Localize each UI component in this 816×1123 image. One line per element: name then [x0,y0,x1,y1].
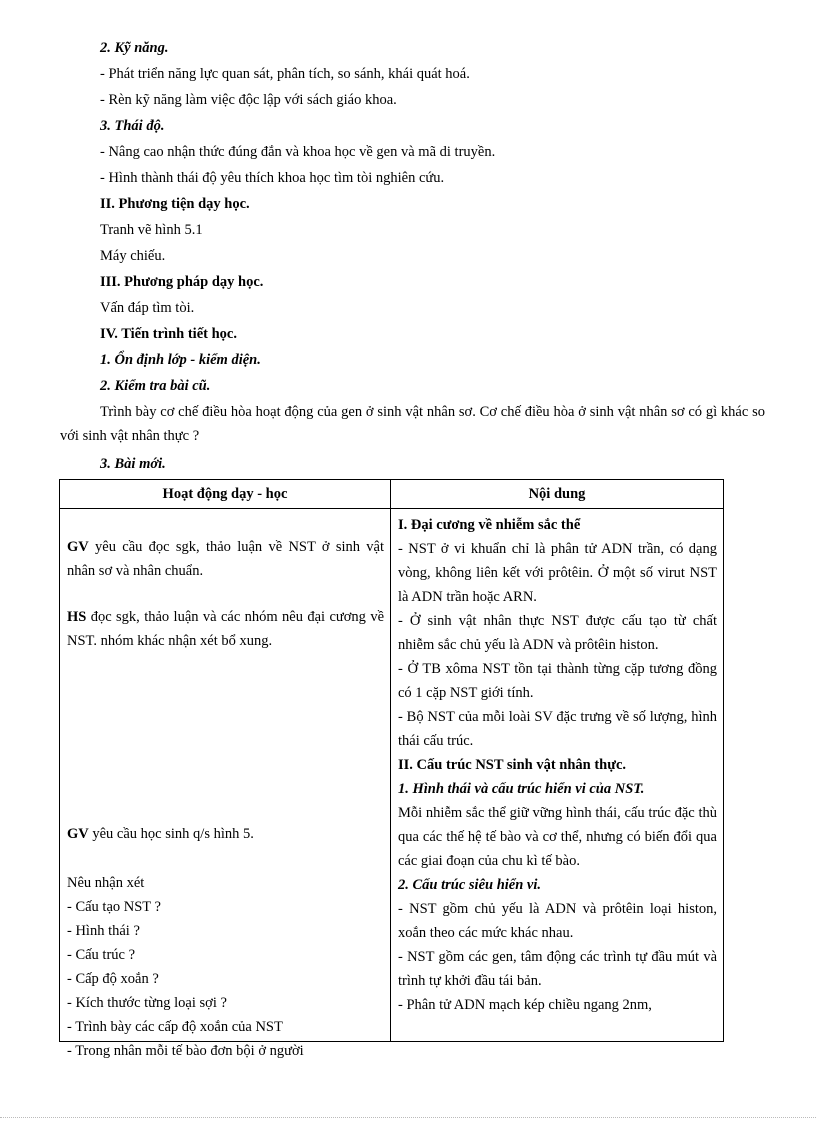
table-row [60,509,724,1042]
list-item: - Trình bày các cấp độ xoắn của NST [67,1019,283,1035]
col-header-content: Nội dung [391,480,724,509]
section-heading-skills: 2. Kỹ năng. [100,40,169,56]
lesson-table [59,479,724,1059]
attitude-line-2: - Hình thành thái độ yêu thích khoa học tìm tòi nghiên cứu. [100,170,445,186]
content-heading-1: I. Đại cương về nhiễm sắc thể [398,517,581,533]
content-subheading-2: 2. Cấu trúc siêu hiển vi. [398,877,542,893]
skill-line-2: - Rèn kỹ năng làm việc độc lập với sách giáo khoa. [100,92,397,108]
content-paragraph: - NST gồm các gen, tâm động các trình tự đầu mút và trình tự khởi đầu tái bản. [398,949,717,989]
section-heading-means: II. Phương tiện dạy học. [100,196,250,212]
content-cell [391,509,724,1042]
gv-instruction-2 [67,822,384,846]
activities-cell [60,509,391,1059]
step-2-heading: 2. Kiểm tra bài cũ. [100,378,211,394]
section-heading-attitude: 3. Thái độ. [100,118,165,134]
table-header-row [60,480,724,509]
section-heading-method: III. Phương pháp dạy học. [100,274,264,290]
remark-heading: Nêu nhận xét [67,875,145,891]
step-3-heading: 3. Bài mới. [100,456,166,472]
means-line-1: Tranh vẽ hình 5.1 [100,222,203,238]
list-item: - Cấu trúc ? [67,947,136,963]
review-question: Trình bày cơ chế điều hòa hoạt động của gen ở sinh vật nhân sơ. Cơ chế điều hòa ở sinh vật nhân sơ có gì khác so với sinh vật nhân thực ? [60,404,765,444]
list-item: - Kích thước từng loại sợi ? [67,995,227,1011]
content-paragraph: - Phân tử ADN mạch kép chiều ngang 2nm, [398,997,652,1013]
gv-label-2: GV [67,826,89,842]
list-item: - Hình thái ? [67,923,140,939]
content-paragraph: - Ở TB xôma NST tồn tại thành từng cặp tương đồng có 1 cặp NST giới tính. [398,661,717,701]
hs-activity-text: đọc sgk, thảo luận và các nhóm nêu đại cương về NST. nhóm khác nhận xét bổ xung. [67,609,384,649]
gv-instruction-2-text: yêu cầu học sinh q/s hình 5. [88,826,254,842]
hs-label: HS [67,609,87,625]
page-bottom-divider [0,1117,816,1118]
section-heading-process: IV. Tiến trình tiết học. [100,326,237,342]
step-1-heading: 1. Ổn định lớp - kiểm diện. [100,352,261,368]
content-subheading-1: 1. Hình thái và cấu trúc hiển vi của NST. [398,781,645,797]
gv-instruction-1-text: yêu cầu đọc sgk, thảo luận về NST ở sinh vật nhân sơ và nhân chuẩn. [67,539,384,579]
col-header-activities: Hoạt động dạy - học [60,480,391,509]
content-paragraph: Mỗi nhiễm sắc thể giữ vững hình thái, cấu trúc đặc thù qua các thế hệ tế bào và cơ thể, nhưng có biến đổi qua các giai đoạn của chu kì tế bào. [398,805,717,869]
gv-instruction-1 [67,535,384,583]
attitude-line-1: - Nâng cao nhận thức đúng đắn và khoa học về gen và mã di truyền. [100,144,496,160]
list-item: - Trong nhân mỗi tế bào đơn bội ở người [67,1043,304,1059]
content-paragraph: - NST ở vi khuẩn chỉ là phân tử ADN trần, có dạng vòng, không liên kết với prôtêin. Ở một số virut NST là ADN trần hoặc ARN. [398,541,717,605]
means-line-2: Máy chiếu. [100,248,166,264]
list-item: - Cấp độ xoắn ? [67,971,159,987]
hs-activity [67,605,384,653]
gv-label: GV [67,539,89,555]
list-item: - Cấu tạo NST ? [67,899,161,915]
content-heading-2: II. Cấu trúc NST sinh vật nhân thực. [398,757,627,773]
content-paragraph: - Ở sinh vật nhân thực NST được cấu tạo từ chất nhiễm sắc chủ yếu là ADN và prôtêin histon. [398,613,717,653]
content-paragraph: - NST gồm chủ yếu là ADN và prôtêin loại histon, xoắn theo các mức khác nhau. [398,901,717,941]
content-paragraph: - Bộ NST của mỗi loài SV đặc trưng về số lượng, hình thái cấu trúc. [398,709,717,749]
skill-line-1: - Phát triển năng lực quan sát, phân tích, so sánh, khái quát hoá. [100,66,470,82]
question-list [67,895,384,1063]
method-line: Vấn đáp tìm tòi. [100,300,195,316]
